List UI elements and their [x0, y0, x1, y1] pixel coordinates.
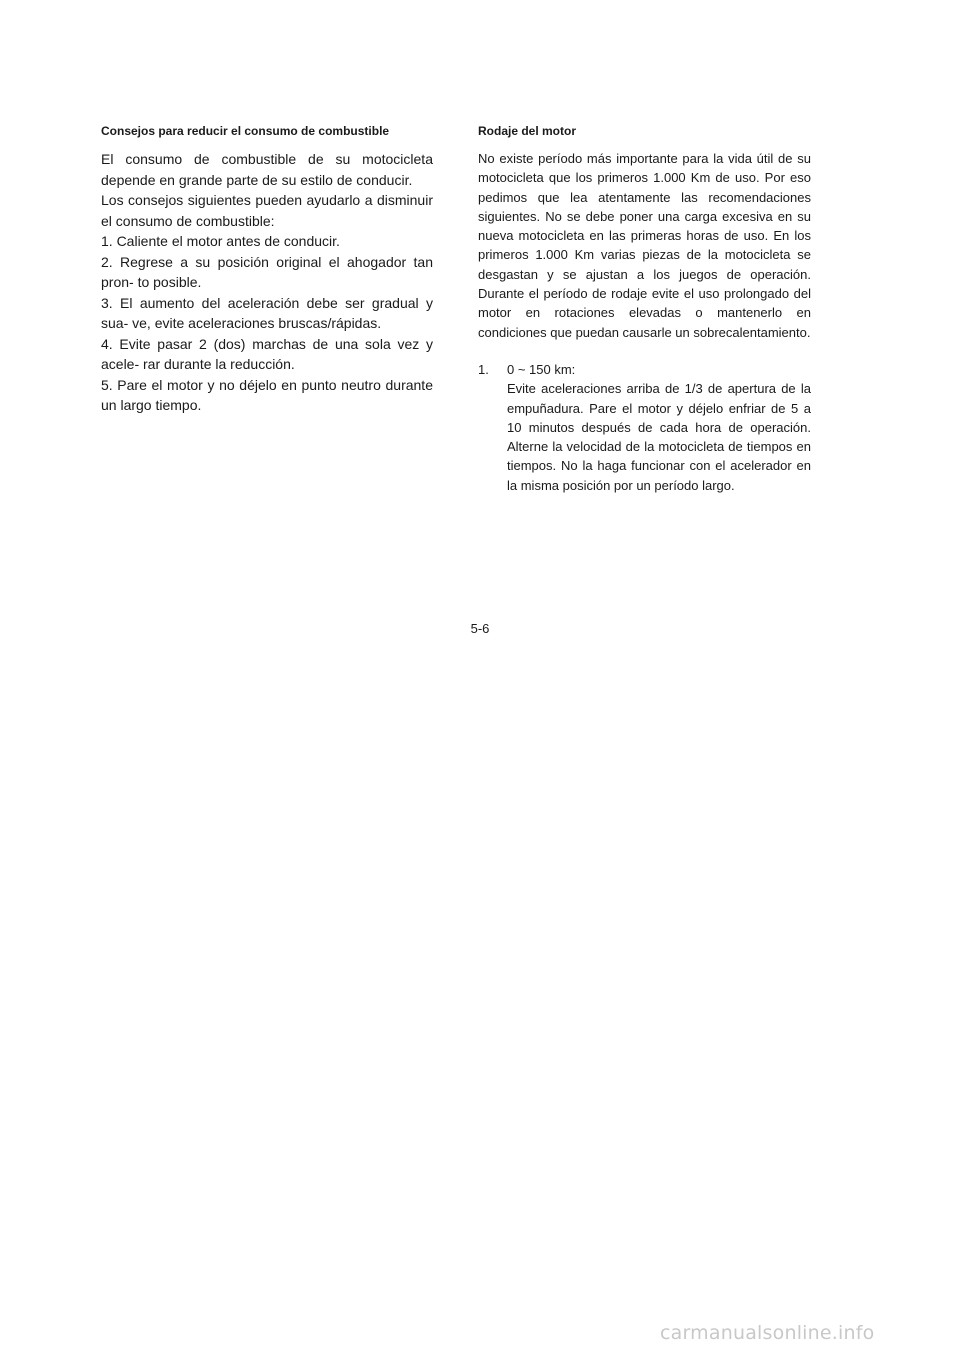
list-item-description: Evite aceleraciones arriba de 1/3 de apertura de la empuñadura. Pare el motor y déjelo enfriar de 5 a 10 minutos después de cada hora de operación. Alterne la velocidad de la motocicleta de tiempos en tiempos. No la haga funcionar con el acelerador en la misma posición por un período largo.	[507, 381, 811, 493]
right-column	[478, 122, 811, 495]
fuel-tip-4: 4. Evite pasar 2 (dos) marchas de una sola vez y acele- rar durante la reducción.	[101, 335, 433, 372]
break-in-heading: Rodaje del motor	[478, 124, 577, 138]
fuel-tip-1: 1. Caliente el motor antes de conducir.	[101, 233, 340, 249]
fuel-tips-lead: Los consejos siguientes pueden ayudarlo a disminuir el consumo de combustible:	[101, 192, 433, 229]
fuel-tips-heading: Consejos para reducir el consumo de combustible	[101, 124, 390, 138]
fuel-tip-5: 5. Pare el motor y no déjelo en punto neutro durante un largo tiempo.	[101, 376, 433, 413]
page-number: 5-6	[470, 621, 490, 636]
break-in-list	[478, 360, 811, 495]
fuel-tip-2: 2. Regrese a su posición original el ahogador tan pron- to posible.	[101, 253, 433, 290]
list-item-number: 1.	[478, 361, 489, 377]
watermark: carmanualsonline.info	[660, 1322, 875, 1344]
list-item	[478, 360, 811, 495]
fuel-tips-intro: El consumo de combustible de su motocicleta depende en grande parte de su estilo de conducir.	[101, 151, 433, 188]
fuel-tips-body	[101, 149, 433, 416]
fuel-tip-3: 3. El aumento del aceleración debe ser gradual y sua- ve, evite aceleraciones bruscas/rápidas.	[101, 294, 433, 331]
list-item-range: 0 ~ 150 km:	[507, 361, 576, 377]
break-in-paragraph: No existe período más importante para la vida útil de su motocicleta que los primeros 1.000 Km de uso. Por eso pedimos que lea atentamente las recomendaciones siguientes. No se debe poner una carga excesiva en su nueva motocicleta en las primeras horas de uso. En los primeros 1.000 Km varias piezas de la motocicleta se desgastan y se ajustan a los juegos de operación. Durante el período de rodaje evite el uso prolongado del motor en rotaciones elevadas o mantenerlo en condiciones que puedan causarle un sobrecalentamiento.	[478, 151, 811, 340]
left-column	[101, 122, 433, 416]
